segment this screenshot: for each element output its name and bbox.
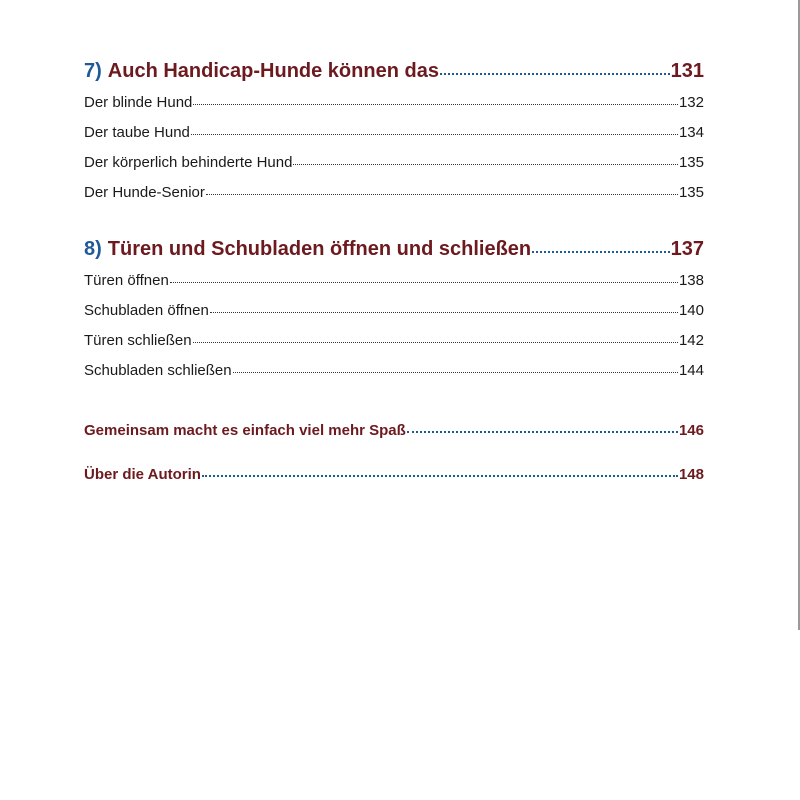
- dot-leader: [233, 372, 678, 373]
- dot-leader: [532, 251, 669, 253]
- toc-entry[interactable]: [84, 302, 704, 332]
- dot-leader: [170, 282, 678, 283]
- entry-title: Der blinde Hund: [84, 94, 193, 111]
- entry-title: Der taube Hund: [84, 124, 190, 141]
- special-entry-title: Über die Autorin: [84, 466, 201, 483]
- entry-page-number: 132: [678, 94, 704, 111]
- entry-title: Schubladen schließen: [84, 362, 232, 379]
- entry-title: Der körperlich behinderte Hund: [84, 154, 293, 171]
- toc-entry[interactable]: [84, 184, 704, 214]
- dot-leader: [191, 134, 678, 135]
- toc-entry[interactable]: [84, 94, 704, 124]
- chapter-number: 7): [84, 60, 102, 82]
- dot-leader: [440, 73, 670, 75]
- chapter-title: Auch Handicap-Hunde können das: [107, 60, 439, 82]
- dot-leader: [293, 164, 678, 165]
- dot-leader: [206, 194, 678, 195]
- entry-page-number: 140: [678, 302, 704, 319]
- entry-title: Türen öffnen: [84, 272, 169, 289]
- dot-leader: [193, 342, 678, 343]
- toc-entry[interactable]: [84, 124, 704, 154]
- toc-special-entry[interactable]: [84, 422, 704, 452]
- chapter-page-number: 137: [670, 238, 704, 260]
- table-of-contents: [84, 60, 704, 496]
- special-entry-page-number: 148: [678, 466, 704, 483]
- entry-title: Türen schließen: [84, 332, 192, 349]
- toc-entry[interactable]: [84, 332, 704, 362]
- entry-title: Der Hunde-Senior: [84, 184, 205, 201]
- entry-title: Schubladen öffnen: [84, 302, 209, 319]
- entry-page-number: 135: [678, 184, 704, 201]
- entry-page-number: 135: [678, 154, 704, 171]
- toc-entry[interactable]: [84, 154, 704, 184]
- toc-entry[interactable]: [84, 362, 704, 392]
- toc-entry[interactable]: [84, 272, 704, 302]
- dot-leader: [202, 475, 678, 477]
- entry-page-number: 144: [678, 362, 704, 379]
- dot-leader: [193, 104, 678, 105]
- dot-leader: [407, 431, 678, 433]
- entry-page-number: 138: [678, 272, 704, 289]
- toc-chapter-heading[interactable]: [84, 238, 704, 272]
- special-entry-page-number: 146: [678, 422, 704, 439]
- entry-page-number: 142: [678, 332, 704, 349]
- entry-page-number: 134: [678, 124, 704, 141]
- special-entry-title: Gemeinsam macht es einfach viel mehr Spaß: [84, 422, 406, 439]
- toc-special-entry[interactable]: [84, 466, 704, 496]
- toc-chapter-heading[interactable]: [84, 60, 704, 94]
- toc-section-7: [84, 60, 704, 214]
- chapter-title: Türen und Schubladen öffnen und schließen: [107, 238, 532, 260]
- chapter-page-number: 131: [670, 60, 704, 82]
- dot-leader: [210, 312, 678, 313]
- chapter-number: 8): [84, 238, 102, 260]
- toc-section-8: [84, 238, 704, 392]
